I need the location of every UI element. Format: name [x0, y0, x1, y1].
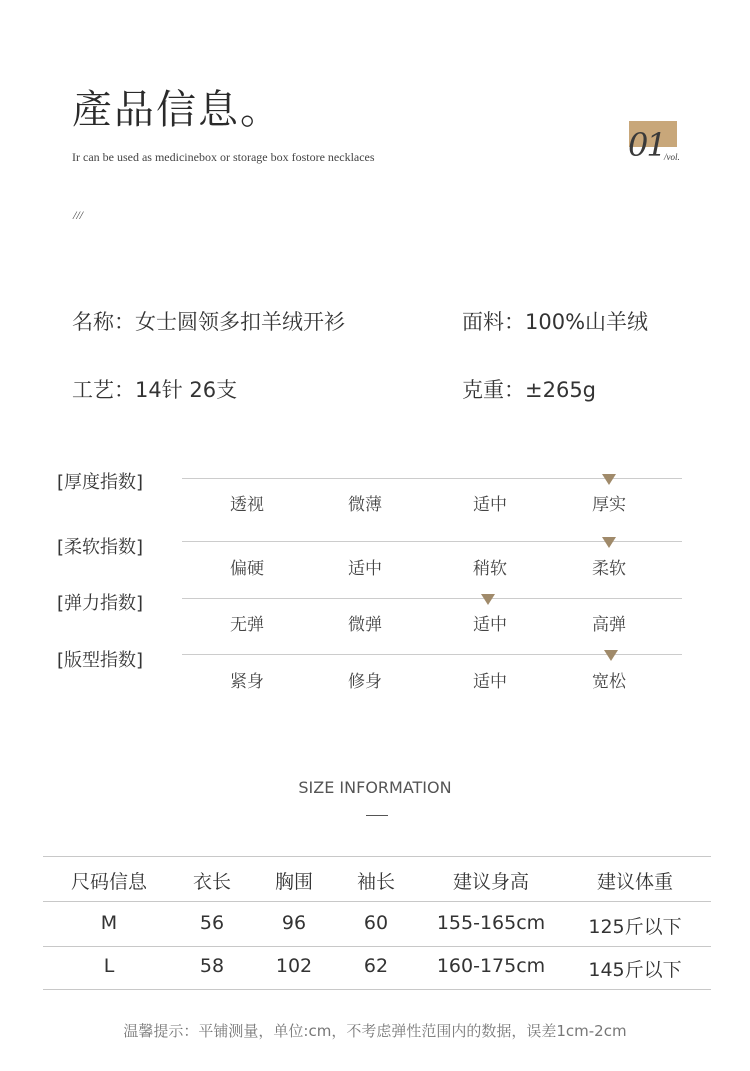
index-option: 稍软 — [473, 559, 507, 579]
index-option: 修身 — [348, 672, 382, 692]
size-section-title: SIZE INFORMATION — [298, 778, 452, 797]
table-cell: 96 — [281, 912, 307, 934]
table-header-rule — [43, 901, 711, 902]
table-cell: 56 — [199, 912, 225, 934]
table-cell: 160-175cm — [436, 955, 546, 977]
index-option: 柔软 — [592, 559, 626, 579]
table-header-cell: 尺码信息 — [70, 871, 147, 893]
index-option: 偏硬 — [230, 559, 264, 579]
decorative-slashes: /// — [73, 208, 84, 222]
size-title-underline — [366, 815, 388, 816]
table-cell: 62 — [363, 955, 389, 977]
index-marker — [481, 594, 495, 605]
index-option: 适中 — [348, 559, 382, 579]
index-option: 适中 — [473, 495, 507, 515]
product-fabric: 面料：100%山羊绒 — [462, 310, 649, 334]
table-cell: 58 — [199, 955, 225, 977]
product-name: 名称：女士圆领多扣羊绒开衫 — [72, 310, 345, 334]
table-cell: L — [103, 955, 115, 977]
table-header-cell: 建议身高 — [452, 871, 529, 893]
table-header-cell: 袖长 — [356, 871, 395, 893]
table-cell: 102 — [275, 955, 313, 977]
index-label-softness: [柔软指数] — [57, 537, 144, 558]
index-scale-line — [182, 598, 682, 599]
index-option: 透视 — [230, 495, 264, 515]
table-row-rule — [43, 946, 711, 947]
table-top-rule — [43, 856, 711, 857]
index-marker — [604, 650, 618, 661]
table-header-cell: 衣长 — [192, 871, 231, 893]
table-cell: 125斤以下 — [588, 916, 682, 938]
index-option: 适中 — [473, 615, 507, 635]
table-cell: 155-165cm — [436, 912, 546, 934]
index-label-elasticity: [弹力指数] — [57, 593, 144, 614]
vol-suffix: /vol. — [664, 152, 680, 162]
index-marker — [602, 537, 616, 548]
table-header-cell: 建议体重 — [596, 871, 673, 893]
index-option: 微弹 — [348, 615, 382, 635]
table-bottom-rule — [43, 989, 711, 990]
index-option: 适中 — [473, 672, 507, 692]
index-option: 宽松 — [592, 672, 626, 692]
page-subtitle: Ir can be used as medicinebox or storage box fostore necklaces — [72, 150, 375, 164]
table-cell: 145斤以下 — [588, 959, 682, 981]
product-craft: 工艺：14针 26支 — [72, 378, 238, 402]
measurement-note: 温馨提示：平铺测量，单位:cm，不考虑弹性范围内的数据，误差1cm-2cm — [123, 1022, 627, 1040]
table-cell: 60 — [363, 912, 389, 934]
index-marker — [602, 474, 616, 485]
index-option: 厚实 — [592, 495, 626, 515]
index-option: 紧身 — [230, 672, 264, 692]
product-weight: 克重：±265g — [462, 378, 597, 402]
page-title: 產品信息。 — [72, 87, 282, 133]
vol-number: 01 — [628, 126, 665, 164]
table-cell: M — [100, 912, 118, 934]
index-label-thickness: [厚度指数] — [57, 472, 144, 493]
index-option: 微薄 — [348, 495, 382, 515]
table-header-cell: 胸围 — [274, 871, 313, 893]
index-label-fit: [版型指数] — [57, 650, 144, 671]
index-option: 无弹 — [230, 615, 264, 635]
index-option: 高弹 — [592, 615, 626, 635]
